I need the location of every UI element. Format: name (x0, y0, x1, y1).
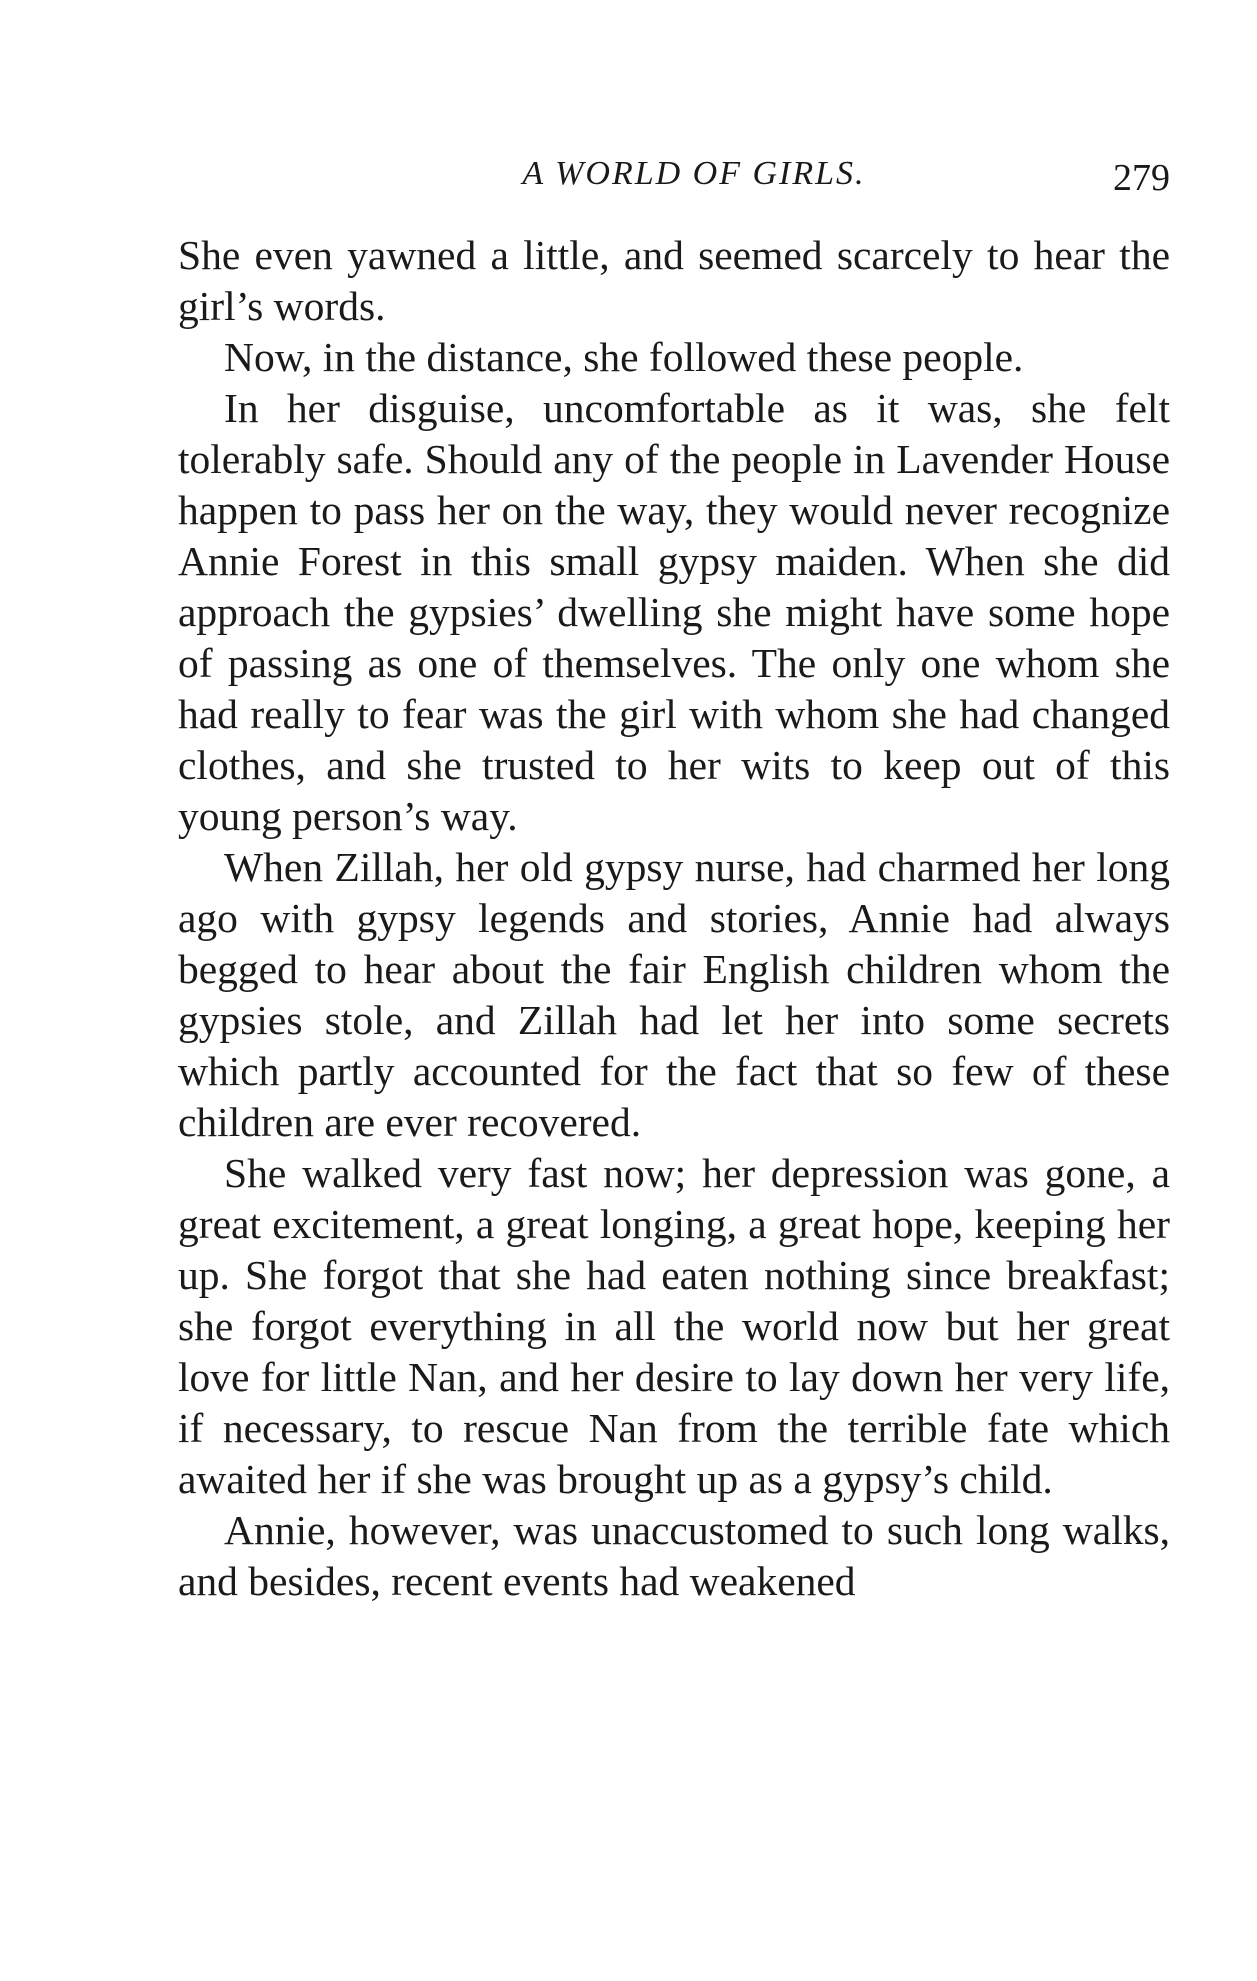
paragraph-3: In her disguise, uncomfortable as it was, she felt tolerably safe. Should any of the people in Lavender House happen to pass her on the way, they would never recognize Annie Forest in this small gypsy maiden. When she did approach the gypsies’ dwelling she might have some hope of passing as one of themselves. The only one whom she had really to fear was the girl with whom she had changed clothes, and she trusted to her wits to keep out of this young person’s way. (178, 385, 1170, 839)
page-number: 279 (1113, 157, 1170, 199)
body-text (178, 230, 1170, 1607)
running-title: A WORLD OF GIRLS. (522, 155, 866, 192)
paragraph-2: Now, in the distance, she followed these people. (224, 334, 1024, 380)
paragraph-6: Annie, however, was unaccustomed to such long walks, and besides, recent events had weakened (178, 1507, 1170, 1604)
paragraph-5: She walked very fast now; her depression was gone, a great excitement, a great longing, a great hope, keeping her up. She forgot that she had eaten nothing since breakfast; she forgot everything in all the world now but her great love for little Nan, and her desire to lay down her very life, if necessary, to rescue Nan from the terrible fate which awaited her if she was brought up as a gypsy’s child. (178, 1150, 1170, 1502)
page-header (178, 150, 1170, 198)
paragraph-4: When Zillah, her old gypsy nurse, had charmed her long ago with gypsy legends and stories, Annie had always begged to hear about the fair English children whom the gypsies stole, and Zillah had let her into some secrets which partly accounted for the fact that so few of these children are ever recovered. (178, 844, 1170, 1145)
paragraph-1: She even yawned a little, and seemed scarcely to hear the girl’s words. (178, 232, 1170, 329)
